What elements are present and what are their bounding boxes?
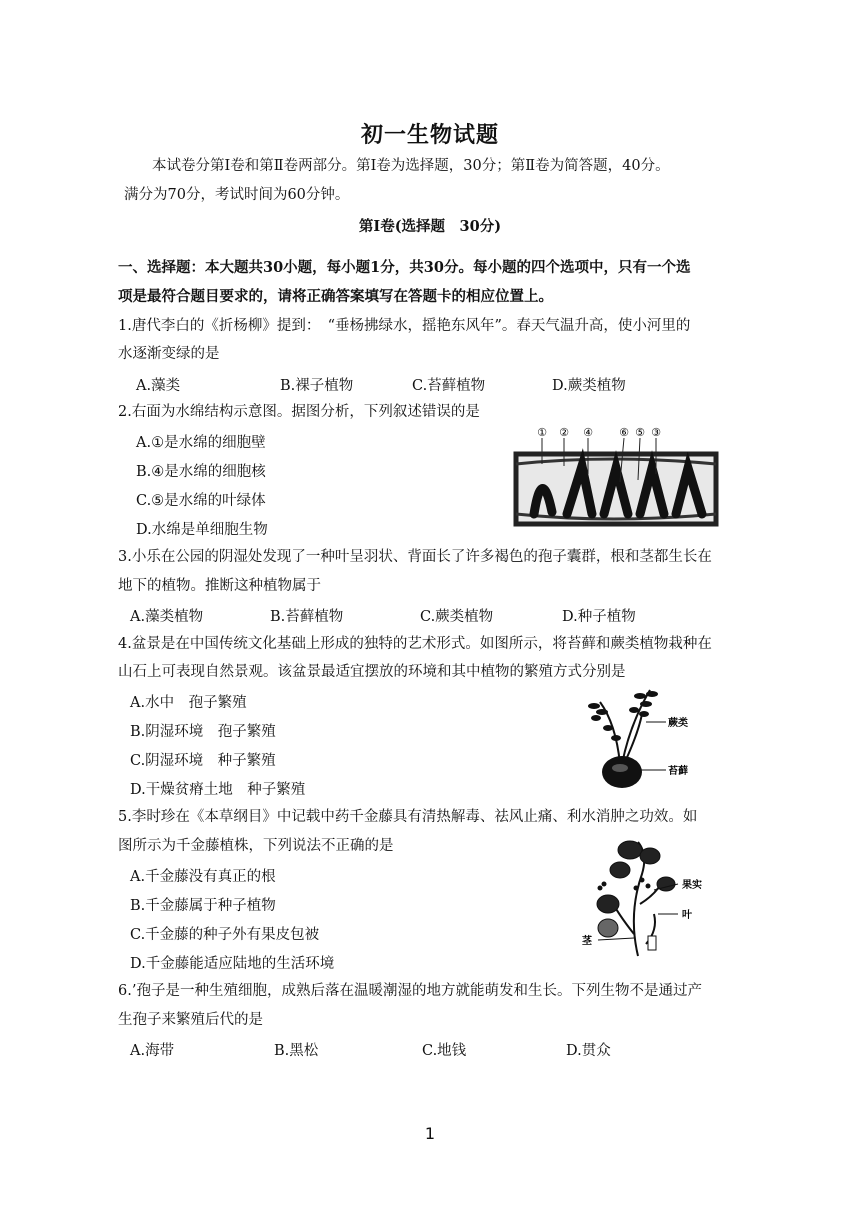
q2-option-c: C.⑤是水绵的叶绿体	[136, 493, 266, 509]
q2-option-b: B.④是水绵的细胞核	[136, 464, 266, 480]
q5-option-d: D.千金藤能适应陆地的生活环境	[130, 956, 335, 972]
q3-stem-line-1: 3.小乐在公园的阴湿处发现了一种叶呈羽状、背面长了许多褐色的孢子囊群，根和茎都生长在	[118, 549, 712, 565]
figure-label-stem: 茎	[582, 936, 592, 947]
q4-stem-line-1: 4.盆景是在中国传统文化基础上形成的独特的艺术形式。如图所示，将苔藓和蕨类植物栽种在	[118, 636, 712, 652]
intro-line-1: 本试卷分第Ⅰ卷和第Ⅱ卷两部分。第Ⅰ卷为选择题，30分；第Ⅱ卷为简答题，40分。	[152, 158, 670, 174]
q2-option-d: D.水绵是单细胞生物	[136, 522, 268, 538]
q1-option-d: D.蕨类植物	[552, 378, 626, 394]
q5-option-a: A.千金藤没有真正的根	[130, 869, 276, 885]
intro-line-2: 满分为70分，考试时间为60分钟。	[124, 187, 350, 203]
q6-option-a: A.海带	[130, 1043, 175, 1059]
figure-label: ①	[537, 426, 547, 439]
q6-stem-line-1: 6.’孢子是一种生殖细胞，成熟后落在温暖潮湿的地方就能萌发和生长。下列生物不是通过产	[118, 983, 702, 999]
page-title: 初一生物试题	[360, 122, 499, 148]
q5-option-c: C.千金藤的种子外有果皮包被	[130, 927, 320, 943]
q4-option-c: C.阴湿环境 种子繁殖	[130, 753, 276, 769]
plant-figure	[578, 834, 708, 960]
figure-label-fruit: 果实	[682, 880, 702, 891]
q5-stem-line-2: 图所示为千金藤植株，下列说法不正确的是	[118, 838, 394, 854]
figure-label-fern: 蕨类	[668, 718, 688, 729]
q1-option-c: C.苔藓植物	[412, 378, 486, 394]
q5-option-b: B.千金藤属于种子植物	[130, 898, 276, 914]
figure-label: ④	[583, 426, 593, 439]
q6-option-d: D.贯众	[566, 1043, 611, 1059]
q2-option-a: A.①是水绵的细胞壁	[136, 435, 266, 451]
q3-option-b: B.苔藓植物	[270, 609, 344, 625]
q3-option-d: D.种子植物	[562, 609, 636, 625]
figure-label: ②	[559, 426, 569, 439]
q4-option-a: A.水中 孢子繁殖	[130, 695, 247, 711]
part-heading-line-2: 项是最符合题目要求的，请将正确答案填写在答题卡的相应位置上。	[118, 288, 553, 305]
q1-stem-line-2: 水逐渐变绿的是	[118, 346, 220, 362]
q1-option-a: A.藻类	[136, 378, 181, 394]
figure-label-moss: 苔藓	[668, 766, 688, 777]
q4-stem-line-2: 山石上可表现自然景观。该盆景最适宜摆放的环境和其中植物的繁殖方式分别是	[118, 664, 626, 680]
q6-option-c: C.地钱	[422, 1043, 467, 1059]
q4-option-d: D.干燥贫瘠土地 种子繁殖	[130, 782, 306, 798]
q3-stem-line-2: 地下的植物。推断这种植物属于	[118, 578, 321, 594]
part-heading-line-1: 一、选择题：本大题共30小题，每小题1分，共30分。每小题的四个选项中，只有一个选	[118, 259, 691, 276]
q3-option-c: C.蕨类植物	[420, 609, 494, 625]
spirogyra-figure	[512, 424, 722, 528]
q6-stem-line-2: 生孢子来繁殖后代的是	[118, 1012, 263, 1028]
q3-option-a: A.藻类植物	[130, 609, 204, 625]
q2-stem: 2.右面为水绵结构示意图。据图分析，下列叙述错误的是	[118, 404, 480, 420]
figure-label-leaf: 叶	[682, 910, 692, 921]
bonsai-figure	[580, 684, 710, 794]
figure-label: ③	[651, 426, 661, 439]
section-heading: 第Ⅰ卷(选择题 30分)	[358, 218, 502, 235]
q1-stem-line-1: 1.唐代李白的《折杨柳》提到： “垂杨拂绿水，摇艳东风年”。春天气温升高，使小河里的	[118, 318, 691, 334]
page-number: 1	[424, 1124, 436, 1143]
q6-option-b: B.黑松	[274, 1043, 319, 1059]
q4-option-b: B.阴湿环境 孢子繁殖	[130, 724, 276, 740]
figure-label: ⑥	[619, 426, 629, 439]
q1-option-b: B.裸子植物	[280, 378, 354, 394]
figure-label: ⑤	[635, 426, 645, 439]
q5-stem-line-1: 5.李时珍在《本草纲目》中记载中药千金藤具有清热解毒、祛风止痛、利水消肿之功效。如	[118, 809, 698, 825]
